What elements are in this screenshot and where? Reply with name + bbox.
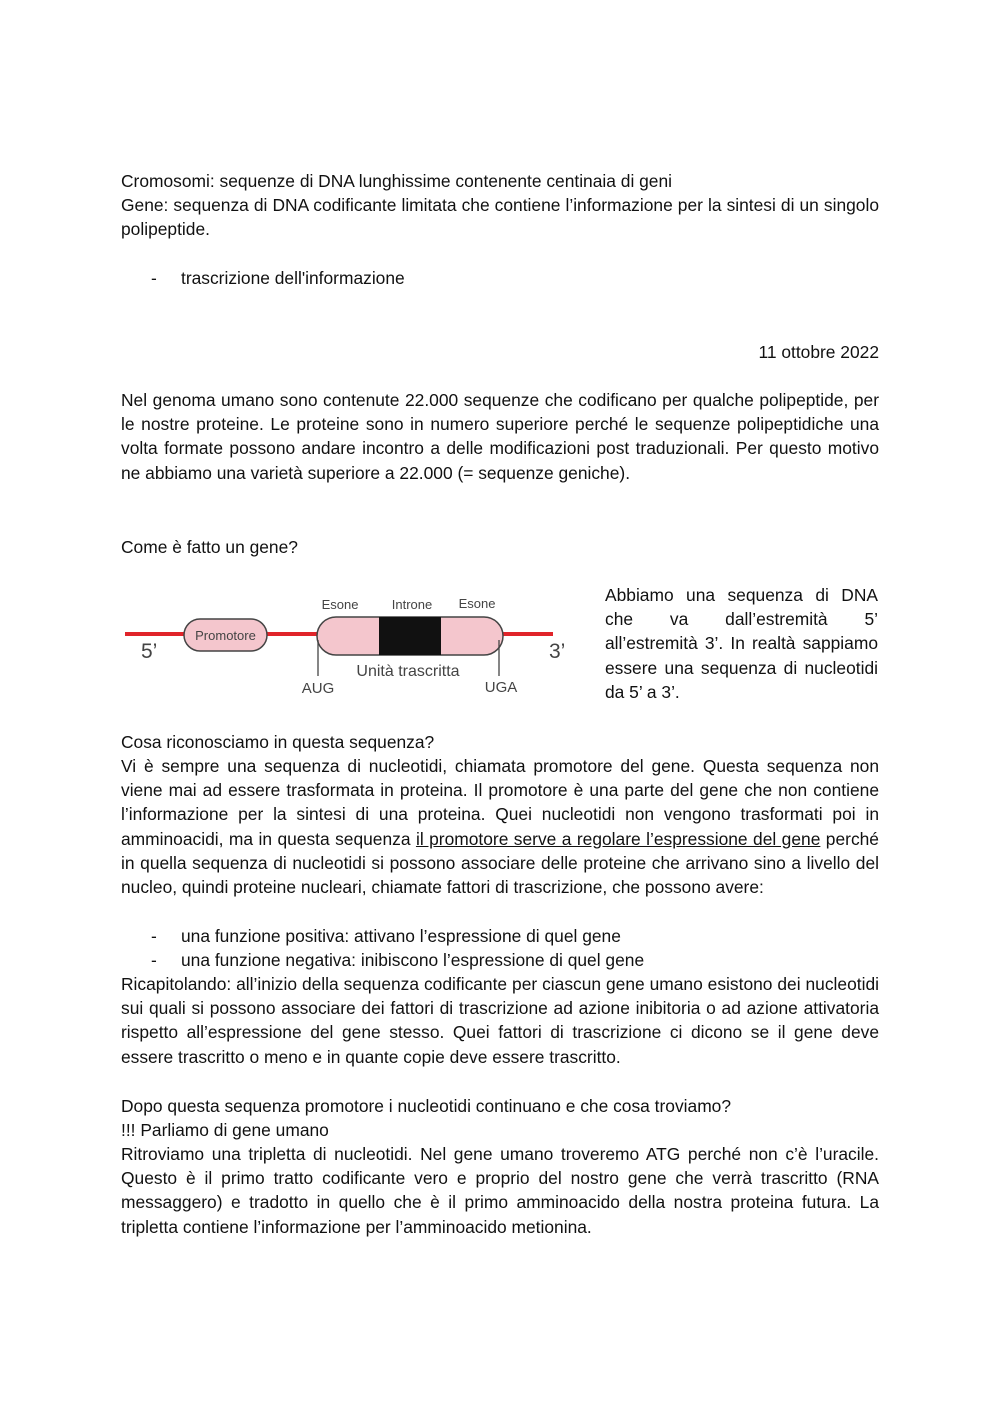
transcribed-unit-label: Unità trascritta [356,663,460,680]
intron-label: Introne [391,597,433,612]
three-prime-label: 3’ [549,640,566,663]
paragraph-promoter [121,754,879,899]
question-after-promoter: Dopo questa sequenza promotore i nucleotidi continuano e che cosa troviamo? [121,1096,732,1116]
start-codon-label: AUG [301,680,335,697]
promoter-text-start: Vi è sempre una sequenza di nucleotidi, chiamata promotore del gene. Questa sequenza non viene mai ad essere trasformata in proteina. Il promotore è una parte del gene che non contiene l’informazione per la sintesi di una proteina. Quei nucleotidi non vengono trasformati poi in amminoacidi, ma in questa sequenza [121,756,879,849]
bullet-text: una funzione negativa: inibiscono l’espressione di quel gene [181,950,645,970]
promoter-text-end: perché in quella sequenza di nucleotidi si possono associare delle proteine che arrivano sino a livello del nucleo, quindi proteine nucleari, chiamate fattori di trascrizione, che possono avere: [121,828,879,898]
lesson-date: 11 ottobre 2022 [758,342,879,362]
intro-chromosomes: Cromosomi: sequenze di DNA lunghissime contenente centinaia di geni [121,171,673,191]
five-prime-label: 5’ [141,640,158,663]
paragraph-genome: Nel genoma umano sono contenute 22.000 sequenze che codificano per qualche polipeptide, per le nostre proteine. Le proteine sono in numero superiore perché le sequenze polipeptidiche una volta formate possono andare incontro a delle modificazioni post traduzionali. Per questo motivo ne abbiamo una varietà superiore a 22.000 (= sequenze geniche). [121,390,879,483]
bullet-transcription [121,266,879,290]
paragraph-summary: Ricapitolando: all’inizio della sequenza codificante per ciascun gene umano esistono dei nucleotidi sui quali si possono associare dei fattori di trascrizione ad azione inibitoria o ad azione attivatoria rispetto all’espressione del gene stesso. Quei fattori di trascrizione ci dicono se il gene deve essere trascritto o meno e in quante copie deve essere trascritto. [121,974,879,1067]
exon-left-label: Esone [321,597,359,612]
stop-codon-label: UGA [484,679,518,696]
intro-gene-definition: Gene: sequenza di DNA codificante limitata che contiene l’informazione per la sintesi di un singolo polipeptide. [121,195,879,240]
paragraph-triplet: Ritroviamo una tripletta di nucleotidi. Nel gene umano troveremo ATG perché non c’è l’uracile. Questo è il primo tratto codificante vero e proprio del nostro gene che verrà trascritto (RNA messaggero) e tradotto in quello che è il primo amminoacido della nostra proteina futura. La tripletta contiene l’informazione per l’amminoacido metionina. [121,1144,879,1237]
bullet-dash: - [151,268,157,288]
bullet-negative-function [121,948,879,972]
promoter-label: Promotore [195,628,256,643]
question-recognition: Cosa riconosciamo in questa sequenza? [121,732,435,752]
bullet-text: trascrizione dell'informazione [181,268,405,288]
diagram-description: Abbiamo una sequenza di DNA che va dall’estremità 5’ all’estremità 3’. In realtà sappiamo essere una sequenza di nucleotidi da 5’ a 3’. [605,585,878,702]
bullet-text: una funzione positiva: attivano l’espressione di quel gene [181,926,621,946]
bullet-dash: - [151,950,157,970]
note-human-gene: !!! Parliamo di gene umano [121,1120,329,1140]
promoter-underlined-text: il promotore serve a regolare l’espressione del gene [415,828,821,849]
intron-block [379,617,441,655]
question-gene-structure: Come è fatto un gene? [121,537,298,557]
bullet-dash: - [151,926,157,946]
exon-right-label: Esone [458,596,496,611]
bullet-positive-function [121,924,879,948]
gene-structure-diagram [121,588,597,702]
